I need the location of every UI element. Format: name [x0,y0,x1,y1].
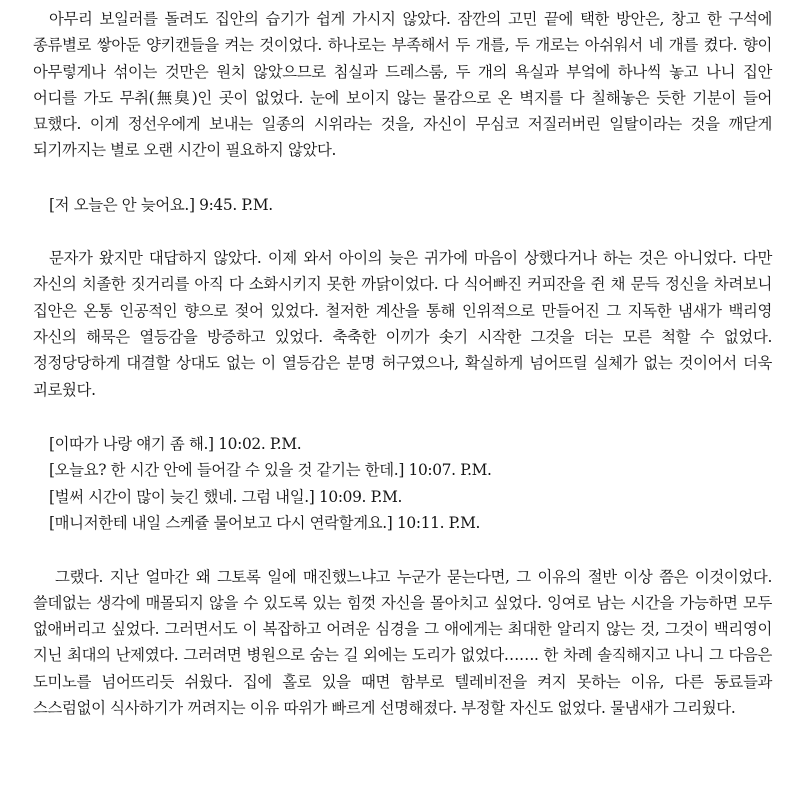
message-group-2 [33,431,772,537]
paragraph-reflection: 그랬다. 지난 얼마간 왜 그토록 일에 매진했느냐고 누군가 묻는다면, 그 이유의 절반 이상 쯤은 이것이었다. 쓸데없는 생각에 매몰되지 않을 수 있도록 있는 힘껏 자신을 몰아치고 싶었다. 잉여로 남는 시간을 가능하면 모두 없애버리고 싶었다. 그러면서도 이 복잡하고 어려운 심경을 그 애에게는 최대한 알리지 않는 것, 그것이 백리영이 지닌 최대의 난제였다. 그러려면 병원으로 숨는 길 외에는 도리가 없었다……. 한 차례 솔직해지고 나니 그 다음은 도미노를 넘어뜨리듯 쉬웠다. 집에 홀로 있을 때면 함부로 텔레비전을 켜지 못하는 이유, 다른 동료들과 스스럼없이 식사하기가 꺼려지는 이유 따위가 빠르게 선명해졌다. 부정할 자신도 없었다. 물냄새가 그리웠다. [33,567,772,718]
text-message: [매니저한테 내일 스케쥴 물어보고 다시 연락할게요.] 10:11. P.M. [49,514,481,533]
text-message: [오늘요? 한 시간 안에 들어갈 수 있을 것 같기는 한데.] 10:07. P.M. [49,461,492,480]
text-message: [벌써 시간이 많이 늦긴 했네. 그럼 내일.] 10:09. P.M. [49,487,403,506]
paragraph-humidity-candles: 아무리 보일러를 돌려도 집안의 습기가 쉽게 가시지 않았다. 잠깐의 고민 끝에 택한 방안은, 창고 한 구석에 종류별로 쌓아둔 양키캔들을 켜는 것이었다. 하나로는 부족해서 두 개를, 두 개로는 아쉬워서 네 개를 켰다. 향이 아무렇게나 섞이는 것만은 원치 않았으므로 침실과 드레스룸, 두 개의 욕실과 부엌에 하나씩 놓고 나니 집안 어디를 가도 무취(無臭)인 곳이 없었다. 눈에 보이지 않는 물감으로 온 벽지를 다 칠해놓은 듯한 기분이 들어 묘했다. 이게 정선우에게 보내는 일종의 시위라는 것을, 자신이 무심코 저질러버린 일탈이라는 것을 깨닫게 되기까지는 별로 오랜 시간이 필요하지 않았다. [33,10,772,160]
text-message: [이따가 나랑 얘기 좀 해.] 10:02. P.M. [49,434,302,453]
message-group-1 [33,192,772,218]
text-message: [저 오늘은 안 늦어요.] 9:45. P.M. [49,195,273,214]
paragraph-inferiority: 문자가 왔지만 대답하지 않았다. 이제 와서 아이의 늦은 귀가에 마음이 상했다거나 하는 것은 아니었다. 다만 자신의 치졸한 짓거리를 아직 다 소화시키지 못한 까닭이었다. 다 식어빠진 커피잔을 쥔 채 문득 정신을 차려보니 집안은 온통 인공적인 향으로 젖어 있었다. 철저한 계산을 통해 인위적으로 만들어진 그 지독한 냄새가 백리영 자신의 해묵은 열등감을 방증하고 있었다. 축축한 이끼가 솟기 시작한 그것을 더는 모른 척할 수 없었다. 정정당당하게 대결할 상대도 없는 이 열등감은 분명 허구였으나, 확실하게 넘어뜨릴 실체가 없는 것이어서 더욱 괴로웠다. [33,249,772,399]
